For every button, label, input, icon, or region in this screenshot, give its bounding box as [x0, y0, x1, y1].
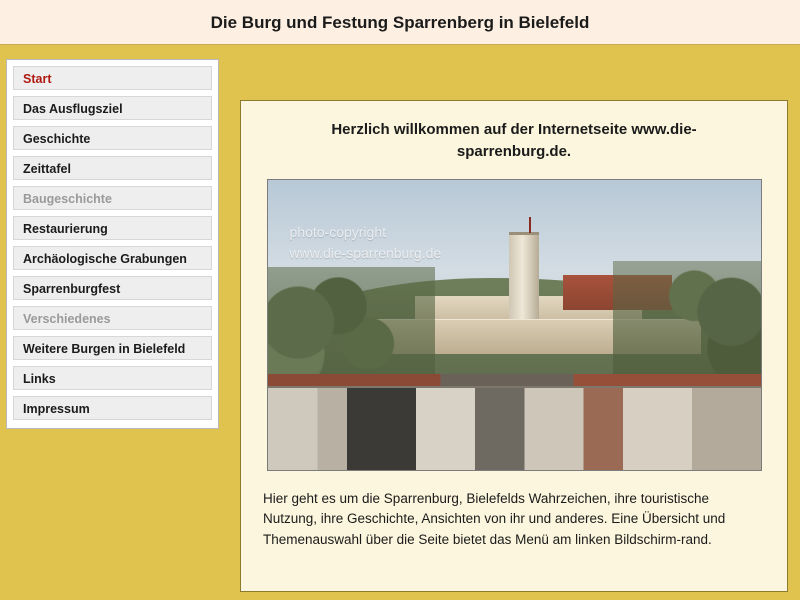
main-content	[240, 100, 788, 592]
photo-flag	[529, 217, 531, 233]
sidebar-item-archaeologische-grabungen[interactable]: Archäologische Grabungen	[13, 246, 212, 270]
sidebar-item-restaurierung[interactable]: Restaurierung	[13, 216, 212, 240]
photo-watermark	[290, 222, 442, 264]
sidebar-item-links[interactable]: Links	[13, 366, 212, 390]
sidebar-item-start[interactable]: Start	[13, 66, 212, 90]
sidebar-navigation	[6, 59, 219, 429]
photo-watermark-line-1: photo-copyright	[289, 223, 387, 240]
sidebar-section-baugeschichte: Baugeschichte	[13, 186, 212, 210]
welcome-heading: Herzlich willkommen auf der Internetseite www.die-sparrenburg.de.	[331, 121, 697, 160]
sparrenburg-photo	[267, 179, 762, 471]
sidebar-item-das-ausflugsziel[interactable]: Das Ausflugsziel	[13, 96, 212, 120]
photo-town-houses	[268, 386, 761, 469]
sidebar-item-weitere-burgen-in-bielefeld[interactable]: Weitere Burgen in Bielefeld	[13, 336, 212, 360]
page-header	[0, 0, 800, 45]
intro-paragraph: Hier geht es um die Sparrenburg, Bielefelds Wahrzeichen, ihre touristische Nutzung, ihre Geschichte, Ansichten von ihr und anderes. Eine Übersicht und Themenauswahl über die Seite bietet das Menü am linken Bildschirm-rand.	[263, 490, 726, 548]
sidebar-item-impressum[interactable]: Impressum	[13, 396, 212, 420]
sidebar-item-sparrenburgfest[interactable]: Sparrenburgfest	[13, 276, 212, 300]
photo-tower	[509, 232, 539, 325]
page-title: Die Burg und Festung Sparrenberg in Bielefeld	[210, 13, 590, 32]
sidebar-section-verschiedenes: Verschiedenes	[13, 306, 212, 330]
sidebar-item-zeittafel[interactable]: Zeittafel	[13, 156, 212, 180]
photo-watermark-line-2: www.die-sparrenburg.de	[289, 244, 442, 261]
sidebar-item-geschichte[interactable]: Geschichte	[13, 126, 212, 150]
